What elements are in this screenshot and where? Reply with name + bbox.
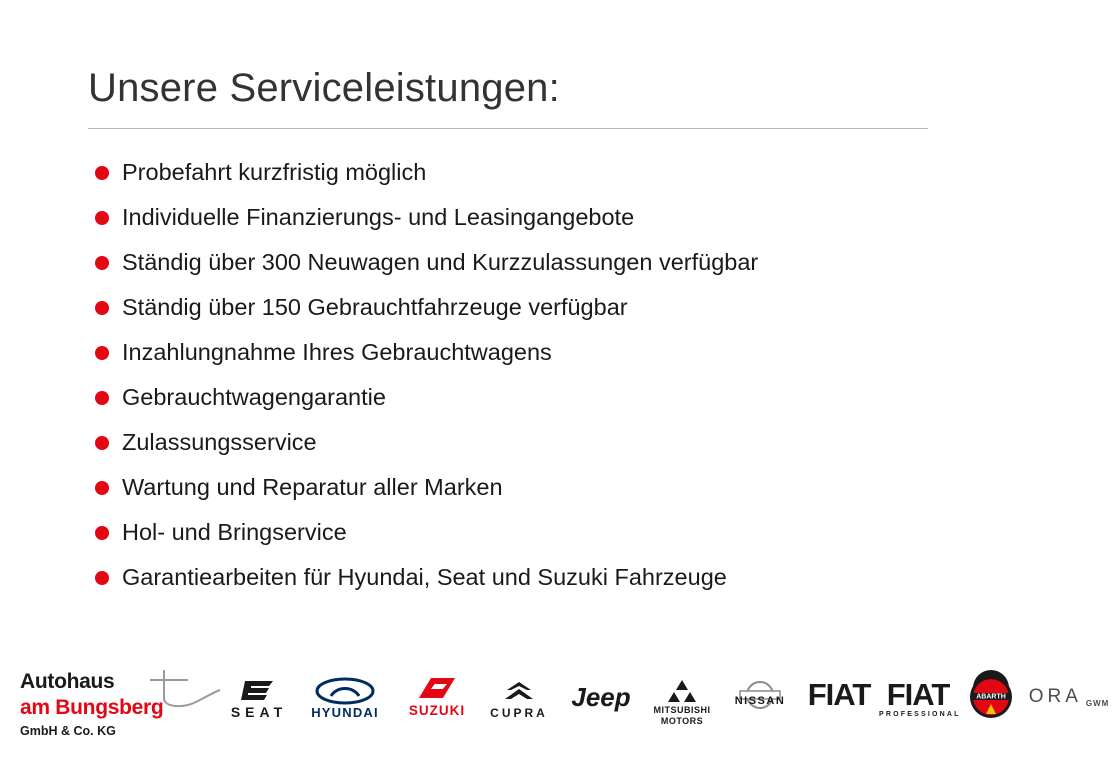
brand-label-mitsubishi: MITSUBISHI bbox=[653, 705, 711, 715]
brand-sublabel-fiat-professional: PROFESSIONAL bbox=[879, 711, 961, 719]
list-item-label: Individuelle Finanzierungs- und Leasingangebote bbox=[122, 204, 635, 231]
brand-logo-cupra bbox=[481, 680, 557, 720]
bullet-dot-icon bbox=[95, 346, 109, 360]
bullet-dot-icon bbox=[95, 481, 109, 495]
list-item bbox=[88, 285, 948, 330]
list-item bbox=[88, 195, 948, 240]
brand-logo-fiat-professional bbox=[879, 677, 961, 719]
dealer-logo bbox=[14, 666, 219, 756]
brand-label-fiat-professional: FIAT bbox=[886, 677, 950, 712]
dealer-name-line1: Autohaus bbox=[20, 670, 115, 693]
page-title: Unsere Serviceleistungen: bbox=[88, 66, 560, 110]
brand-logo-seat bbox=[225, 678, 293, 720]
title-divider bbox=[88, 128, 928, 129]
brand-logo-ora bbox=[1023, 686, 1115, 708]
brand-label-hyundai: HYUNDAI bbox=[311, 705, 379, 720]
dealer-name-line2: am Bungsberg bbox=[20, 696, 164, 719]
list-item bbox=[88, 555, 948, 600]
list-item-label: Wartung und Reparatur aller Marken bbox=[122, 474, 503, 501]
brand-label-fiat: FIAT bbox=[807, 677, 871, 712]
list-item bbox=[88, 330, 948, 375]
bullet-dot-icon bbox=[95, 166, 109, 180]
list-item bbox=[88, 150, 948, 195]
bullet-dot-icon bbox=[95, 301, 109, 315]
brand-logo-fiat bbox=[803, 677, 875, 712]
bullet-dot-icon bbox=[95, 391, 109, 405]
brand-logo-suzuki bbox=[397, 676, 477, 718]
brand-logo-hyundai bbox=[297, 678, 393, 720]
services-list bbox=[88, 150, 948, 600]
brand-label-suzuki: SUZUKI bbox=[408, 703, 466, 718]
list-item-label: Hol- und Bringservice bbox=[122, 519, 347, 546]
list-item-label: Inzahlungnahme Ihres Gebrauchtwagens bbox=[122, 339, 552, 366]
list-item bbox=[88, 510, 948, 555]
brand-label-cupra: CUPRA bbox=[490, 706, 548, 720]
list-item-label: Ständig über 150 Gebrauchtfahrzeuge verfügbar bbox=[122, 294, 628, 321]
list-item-label: Probefahrt kurzfristig möglich bbox=[122, 159, 427, 186]
list-item-label: Ständig über 300 Neuwagen und Kurzzulassungen verfügbar bbox=[122, 249, 759, 276]
list-item bbox=[88, 465, 948, 510]
list-item bbox=[88, 240, 948, 285]
dealer-legal-form: GmbH & Co. KG bbox=[20, 724, 116, 738]
brand-sublabel-mitsubishi: MOTORS bbox=[660, 716, 704, 727]
list-item-label: Gebrauchtwagengarantie bbox=[122, 384, 386, 411]
bullet-dot-icon bbox=[95, 526, 109, 540]
bullet-dot-icon bbox=[95, 571, 109, 585]
list-item bbox=[88, 375, 948, 420]
list-item-label: Zulassungsservice bbox=[122, 429, 317, 456]
list-item-label: Garantiearbeiten für Hyundai, Seat und Suzuki Fahrzeuge bbox=[122, 564, 727, 591]
brand-logo-abarth bbox=[961, 674, 1021, 720]
bullet-dot-icon bbox=[95, 256, 109, 270]
brand-label-seat: SEAT bbox=[230, 704, 288, 720]
brand-label-nissan: NISSAN bbox=[734, 695, 786, 707]
svg-text:ABARTH: ABARTH bbox=[976, 693, 1006, 701]
brand-label-jeep: Jeep bbox=[571, 682, 631, 712]
brand-logo-mitsubishi bbox=[647, 678, 717, 727]
brand-label-ora: ORA bbox=[1028, 686, 1082, 707]
list-item bbox=[88, 420, 948, 465]
brand-logo-jeep bbox=[561, 682, 641, 713]
brand-logos bbox=[225, 670, 1110, 750]
footer-logo-strip bbox=[0, 658, 1110, 768]
brand-sublabel-gwm: GWM bbox=[1085, 699, 1110, 708]
bullet-dot-icon bbox=[95, 436, 109, 450]
brand-logo-nissan bbox=[721, 680, 799, 722]
bullet-dot-icon bbox=[95, 211, 109, 225]
